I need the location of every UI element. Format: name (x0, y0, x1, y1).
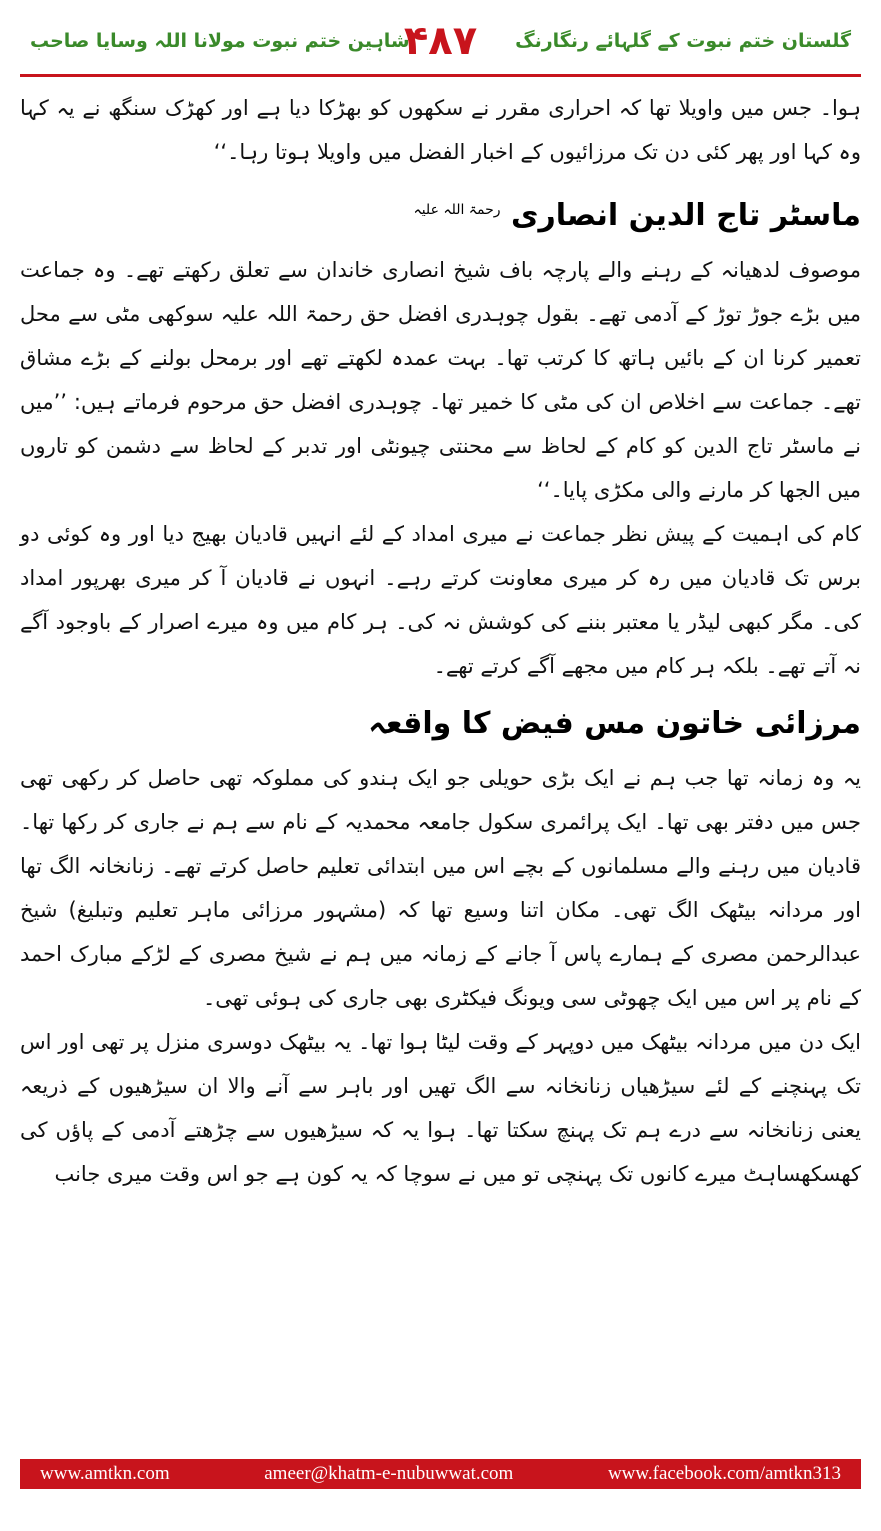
section-heading-miss-faiz: مرزائی خاتون مس فیض کا واقعہ (368, 706, 861, 741)
paragraph-2: کام کی اہمیت کے پیش نظر جماعت نے میری امداد کے لئے انہیں قادیان بھیج دیا اور وہ کوئی دو برس تک قادیان میں رہ کر میری معاونت کرتے رہے۔ انہوں نے قادیان آ کر میری بھرپور امداد کی۔ مگر کبھی لیڈر یا معتبر بننے کی کوشش نہ کی۔ ہر کام میں وہ میرے اصرار کے باوجود آگے نہ آتے تھے۔ بلکہ ہر کام میں مجھے آگے کرتے تھے۔ (20, 522, 861, 678)
header-divider (20, 74, 861, 77)
paragraph-4: ایک دن میں مردانہ بیٹھک میں دوپہر کے وقت لیٹا ہوا تھا۔ یہ بیٹھک دوسری منزل پر تھی اور اس تک پہنچنے کے لئے سیڑھیاں زنانخانہ سے الگ تھیں اور باہر سے آنے والا ان سیڑھیوں کے ذریعہ یعنی زنانخانہ سے درے ہم تک پہنچ سکتا تھا۔ ہوا یہ کہ سیڑھیوں سے چڑھتے آدمی کے پاؤں کی کھسکھساہٹ میرے کانوں تک پہنچی تو میں نے سوچا کہ یہ کون ہے جو اس وقت میری جانب (20, 1030, 861, 1186)
honorific-mark: رحمۃ اللہ علیہ (413, 202, 501, 218)
paragraph-1: موصوف لدھیانہ کے رہنے والے پارچہ باف شیخ انصاری خاندان سے تعلق رکھتے تھے۔ وہ جماعت میں بڑے جوڑ توڑ کے آدمی تھے۔ بقول چوہدری افضل حق رحمۃ اللہ علیہ سوکھی مٹی سے محل تعمیر کرنا ان کے بائیں ہاتھ کا کرتب تھا۔ بہت عمدہ لکھتے تھے اور برمحل بولنے کے بڑے مشاق تھے۔ جماعت سے اخلاص ان کی مٹی کا خمیر تھا۔ چوہدری افضل حق مرحوم فرماتے ہیں: ’’میں نے ماسٹر تاج الدین کو کام کے لحاظ سے محنتی چیونٹی اور تدبر کے لحاظ سے دشمن کو تاروں میں الجھا کر مارنے والی مکڑی پایا۔‘‘ (20, 258, 862, 502)
footer-website-link[interactable]: www.amtkn.com (40, 1463, 170, 1484)
page-footer (20, 1459, 861, 1489)
heading-text: ماسٹر تاج الدین انصاری (510, 198, 861, 233)
footer-facebook-link[interactable]: www.facebook.com/amtkn313 (607, 1463, 841, 1484)
page-body (20, 86, 861, 1457)
footer-email-link[interactable]: ameer@khatm-e-nubuwwat.com (264, 1463, 514, 1484)
header-book-title: گلستان ختم نبوت کے گلہائے رنگارنگ (515, 30, 851, 52)
header-author-title: شاہین ختم نبوت مولانا اللہ وسایا صاحب (30, 30, 410, 52)
section-heading-taj-uddin (20, 182, 861, 244)
paragraph-3: یہ وہ زمانہ تھا جب ہم نے ایک بڑی حویلی جو ایک ہندو کی مملوکہ تھی حاصل کر رکھی تھی جس میں دفتر بھی تھا۔ ایک پرائمری سکول جامعہ محمدیہ کے نام سے ہم نے جاری کر رکھا تھا۔ قادیان میں رہنے والے مسلمانوں کے بچے اس میں ابتدائی تعلیم حاصل کرتے تھے۔ زنانخانہ الگ تھا اور مردانہ بیٹھک الگ تھی۔ مکان اتنا وسیع تھا کہ (مشہور مرزائی ماہر تعلیم وتبلیغ) شیخ عبدالرحمن مصری کے ہمارے پاس آ جانے کے زمانہ میں ہم نے شیخ مصری کے لڑکے مبارک احمد کے نام پر اس میں ایک چھوٹی سی ویونگ فیکٹری بھی جاری کی ہوئی تھی۔ (20, 766, 861, 1010)
page-number: ۴۸۷ (403, 18, 478, 64)
page-header (20, 18, 861, 78)
intro-paragraph: ہوا۔ جس میں واویلا تھا کہ احراری مقرر نے سکھوں کو بھڑکا دیا ہے اور کھڑک سنگھ نے یہ کہا وہ کہا اور پھر کئی دن تک مرزائیوں کے اخبار الفضل میں واویلا ہوتا رہا۔‘‘ (20, 96, 861, 164)
